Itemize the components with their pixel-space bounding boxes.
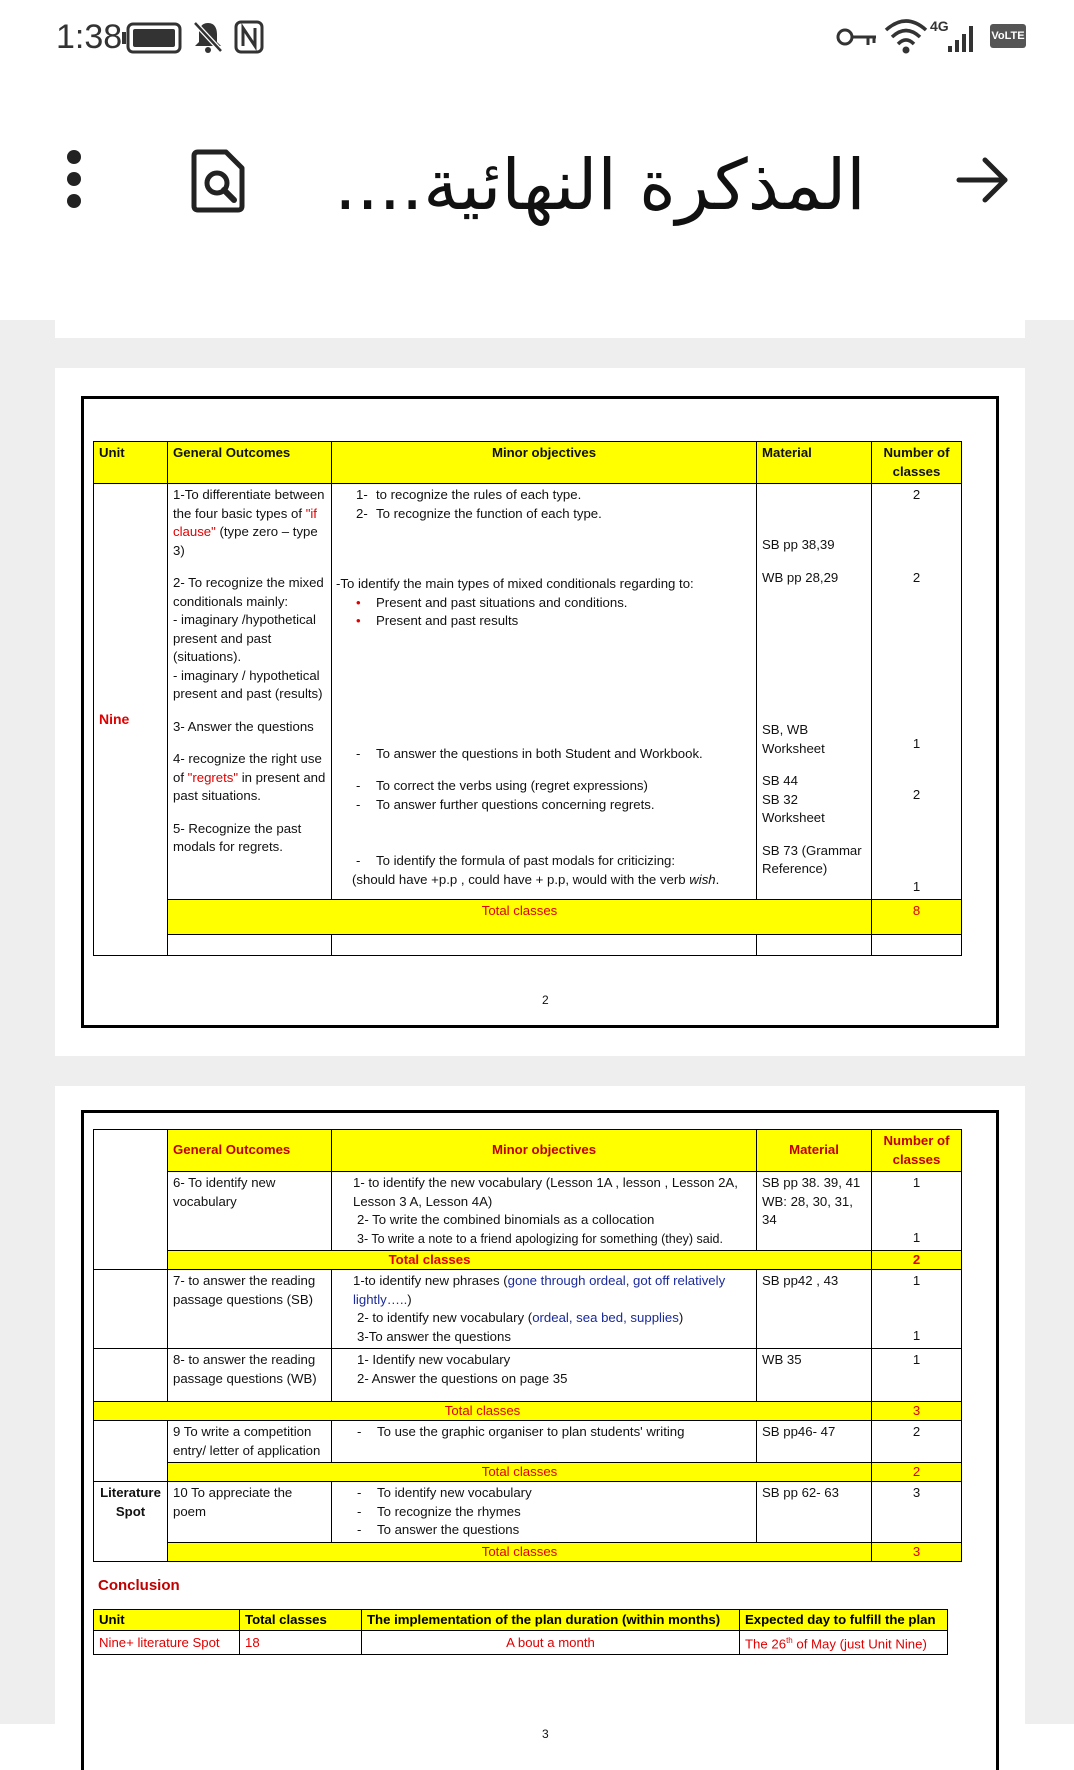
plan-table-unit-nine-continued [93,1129,962,1562]
header-minor-objectives: Minor objectives [332,442,757,484]
classes-cell [872,484,962,900]
total-classes-label: Total classes [168,899,872,934]
page-2-frame [81,396,999,1028]
total-classes-value: 8 [872,899,962,934]
summary-header-expected: Expected day to fulfill the plan [740,1610,948,1631]
header-material: Material [757,442,872,484]
total-classes-value: 3 [872,1402,962,1421]
material-1: SB pp 38,39 [762,537,835,552]
objectives-10 [332,1482,757,1543]
objectives-9 [332,1421,757,1463]
classes-2: 2 [912,569,921,585]
list-item: - To use the graphic organiser to plan students' writing [357,1424,685,1439]
total-classes-row [94,899,962,934]
objectives-row-3 [352,745,751,764]
summary-table [93,1609,948,1655]
page-number: 2 [542,993,549,1007]
table-row [94,1482,962,1543]
list-item: - To answer the questions [357,1522,520,1537]
header-general-outcomes: General Outcomes [168,442,332,484]
signal-icon [948,20,978,54]
list-item: • Present and past situations and conditions. [356,594,628,610]
classes-6: 1 1 [872,1172,962,1251]
outcome-4: 4- recognize the right use of "regrets" in present and past situations. [173,751,326,803]
nfc-icon [234,20,264,54]
classes-5: 1 [912,879,921,894]
summary-row [94,1631,948,1655]
objectives-row-4 [352,777,751,814]
material-cell [757,484,872,900]
summary-header-total: Total classes [240,1610,362,1631]
document-title: المذكرة النهائية.... [334,144,866,226]
total-classes-label: Total classes [168,1542,872,1561]
page-previous-edge [55,320,1025,338]
classes-4: 2 [912,786,921,802]
summary-header-duration: The implementation of the plan duration (within months) [362,1610,740,1631]
list-item: - To identify the formula of past modals for criticizing: [356,853,676,868]
objectives-7: 1-to identify new phrases (gone through ordeal, got off relatively lightly…..) 2- to identify new vocabulary (ordeal, sea bed, supplies) 3-To answer the questions [332,1270,757,1349]
material-4: SB 44 SB 32 Worksheet [762,773,825,825]
page-3-frame [81,1110,999,1770]
list-item: 2- To recognize the function of each type. [356,505,602,521]
table-row [94,1349,962,1402]
summary-unit: Nine+ literature Spot [94,1631,240,1655]
list-item: - To correct the verbs using (regret expressions) [356,778,648,793]
header-general-outcomes: General Outcomes [168,1130,332,1172]
forward-arrow-icon[interactable] [955,155,1011,205]
list-item: - To answer the questions in both Student and Workbook. [356,745,703,761]
outcome-5: 5- Recognize the past modals for regrets. [173,820,302,854]
outcome-6: 6- To identify new vocabulary [168,1172,332,1251]
volte-badge [990,24,1026,48]
outcomes-cell [168,484,332,900]
objective-intro: -To identify the main types of mixed conditionals regarding to: [336,576,694,591]
unit-cell [94,484,168,956]
total-classes-row [94,1402,962,1421]
outcome-9: 9 To write a competition entry/ letter of application [168,1421,332,1463]
bell-off-icon [192,20,224,54]
network-label: 4G [930,18,949,34]
page-3 [55,1086,1025,1766]
material-6: SB pp 38. 39, 41 WB: 28, 30, 31, 34 [757,1172,872,1251]
unit-literature-spot: Literature Spot [94,1482,168,1562]
outcome-8: 8- to answer the reading passage questions (WB) [168,1349,332,1402]
summary-header-row [94,1610,948,1631]
total-classes-row [94,1463,962,1482]
material-3: SB, WB Worksheet [762,722,825,756]
table-header-row [94,1130,962,1172]
header-number-of-classes: Number of classes [872,442,962,484]
outcome-3: 3- Answer the questions [173,718,314,734]
total-classes-value: 3 [872,1542,962,1561]
objectives-row-1 [352,486,751,523]
outcome-7: 7- to answer the reading passage questions (SB) [168,1270,332,1349]
objectives-row-2 [352,594,751,631]
objectives-8: 1- Identify new vocabulary 2- Answer the questions on page 35 [332,1349,757,1402]
material-2: WB pp 28,29 [762,569,839,585]
battery-icon [122,22,184,54]
total-classes-row [94,1542,962,1561]
material-5: SB 73 (Grammar Reference) [762,842,862,876]
outcome-1: 1-To differentiate between the four basic types of "if clause" (type zero – type 3) [173,487,325,558]
table-row [94,1421,962,1463]
material-10: SB pp 62- 63 [757,1482,872,1543]
header-number-of-classes: Number of classes [872,1130,962,1172]
total-classes-row [94,1251,962,1270]
objectives-cell [332,484,757,900]
list-item: • Present and past results [356,613,519,628]
key-icon [836,25,878,49]
volte-label: VoLTE [991,30,1025,42]
classes-8: 1 [872,1349,962,1402]
classes-9: 2 [872,1421,962,1463]
total-classes-label: Total classes [168,1251,872,1270]
classes-3: 1 [912,736,921,751]
table-row [94,484,962,900]
summary-duration: A bout a month [362,1631,740,1655]
menu-dots-icon[interactable] [64,150,84,216]
wifi-icon [884,18,928,54]
objectives-6: 1- to identify the new vocabulary (Lesson 1A , lesson , Lesson 2A, Lesson 3 A, Lesson 4A) 2- To write the combined binomials as a collocation 3- To write a note to a friend apologizing for something (they) said. [332,1172,757,1251]
material-7: SB pp42 , 43 [757,1270,872,1349]
list-item: - To recognize the rhymes [357,1503,521,1519]
document-viewer[interactable] [0,320,1074,1741]
header-material: Material [757,1130,872,1172]
outcome-10: 10 To appreciate the poem [168,1482,332,1543]
header-minor-objectives: Minor objectives [332,1130,757,1172]
document-search-icon[interactable] [190,150,246,214]
table-header-row [94,442,962,484]
classes-10: 3 [872,1482,962,1543]
empty-row [94,934,962,955]
objectives-row-5 [352,852,751,871]
status-time: 1:38 [56,18,123,56]
outcome-2: 2- To recognize the mixed conditionals mainly: - imaginary /hypothetical present and past (situations). - imaginary / hypothetical present and past (results) [173,575,324,701]
classes-7: 1 1 [872,1270,962,1349]
summary-total: 18 [240,1631,362,1655]
conclusion-heading: Conclusion [98,1577,180,1594]
header-unit: Unit [94,442,168,484]
status-bar [0,0,1074,80]
list-item: 1- to recognize the rules of each type. [356,487,582,502]
summary-header-unit: Unit [94,1610,240,1631]
list-item: - To identify new vocabulary [357,1485,532,1500]
plan-table-unit-nine [93,441,962,956]
total-classes-label: Total classes [94,1402,872,1421]
page-2 [55,368,1025,1056]
material-9: SB pp46- 47 [757,1421,872,1463]
total-classes-value: 2 [872,1463,962,1482]
total-classes-label: Total classes [168,1463,872,1482]
summary-expected: The 26th of May (just Unit Nine) [740,1631,948,1655]
table-row [94,1270,962,1349]
list-item: - To answer further questions concerning regrets. [356,796,655,812]
page-number: 3 [542,1727,549,1741]
total-classes-value: 2 [872,1251,962,1270]
material-8: WB 35 [757,1349,872,1402]
table-row [94,1172,962,1251]
unit-name: Nine [99,710,130,727]
classes-1: 2 [912,487,921,502]
objective-5-continuation: (should have +p.p , could have + p.p, would with the verb wish. [352,871,720,887]
